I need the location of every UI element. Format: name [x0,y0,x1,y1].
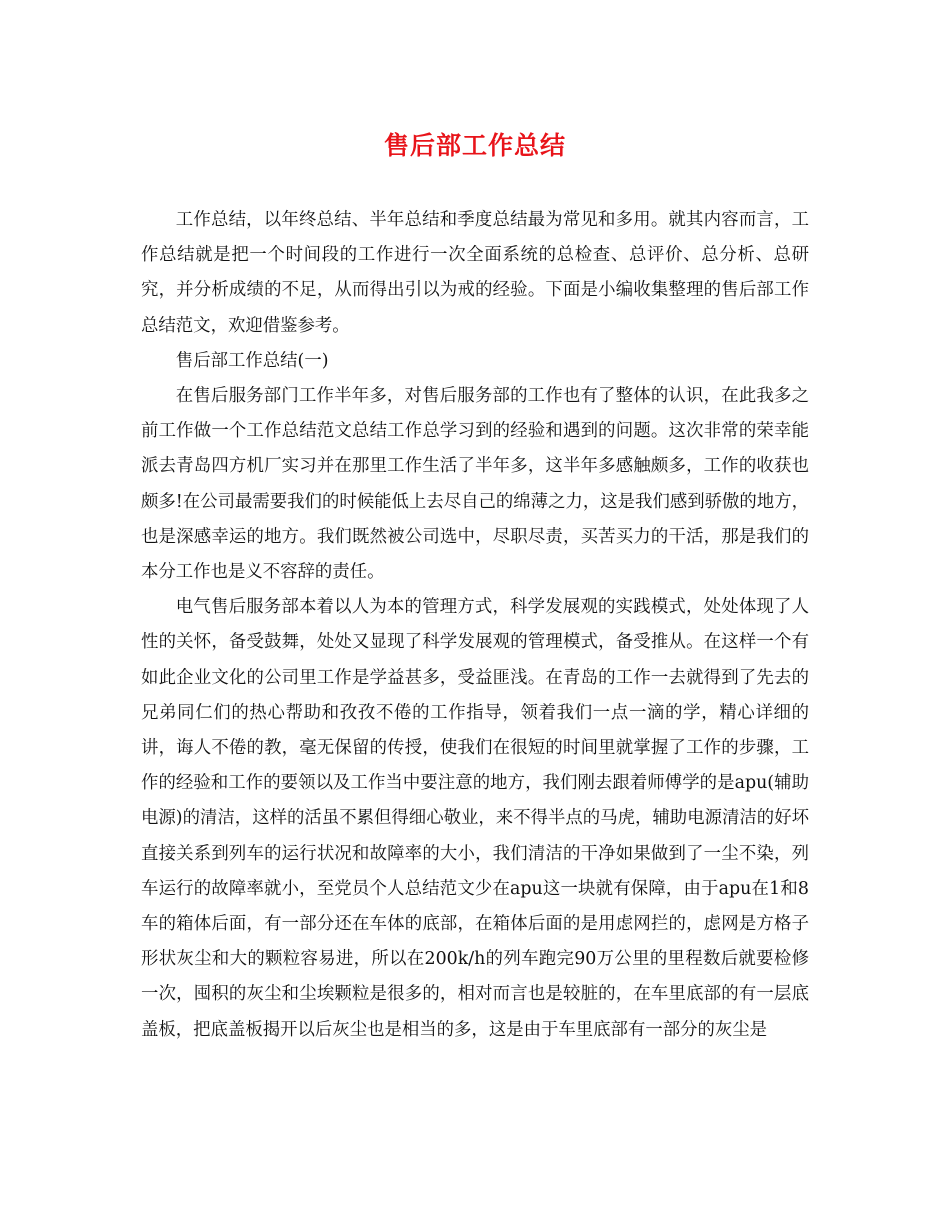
paragraph-intro: 工作总结，以年终总结、半年总结和季度总结最为常见和多用。就其内容而言，工作总结就是把一个时间段的工作进行一次全面系统的总检查、总评价、总分析、总研究，并分析成绩的不足，从而得出引以为戒的经验。下面是小编收集整理的售后部工作总结范文，欢迎借鉴参考。 [141,210,809,336]
paragraph-work-details: 电气售后服务部本着以人为本的管理方式，科学发展观的实践模式，处处体现了人性的关怀，备受鼓舞，处处又显现了科学发展观的管理模式，备受推从。在这样一个有如此企业文化的公司里工作是学益甚多，受益匪浅。在青岛的工作一去就得到了先去的兄弟同仁们的热心帮助和孜孜不倦的工作指导，领着我们一点一滴的学，精心详细的讲，诲人不倦的教，毫无保留的传授，使我们在很短的时间里就掌握了工作的步骤，工作的经验和工作的要领以及工作当中要注意的地方，我们刚去跟着师傅学的是apu(辅助电源)的清洁，这样的活虽不累但得细心敬业，来不得半点的马虎，辅助电源清洁的好坏直接关系到列车的运行状况和故障率的大小，我们清洁的干净如果做到了一尘不染，列车运行的故障率就小，至党员个人总结范文少在apu这一块就有保障，由于apu在1和8车的箱体后面，有一部分还在车体的底部，在箱体后面的是用虑网拦的，虑网是方格子形状灰尘和大的颗粒容易进，所以在200k/h的列车跑完90万公里的里程数后就要检修一次，囤积的灰尘和尘埃颗粒是很多的，相对而言也是较脏的，在车里底部的有一层底盖板，把底盖板揭开以后灰尘也是相当的多，这是由于车里底部有一部分的灰尘是 [141,597,809,1040]
document-body [141,203,809,1048]
document-title: 售后部工作总结 [383,131,566,160]
section-heading: 售后部工作总结(一) [175,350,329,371]
paragraph-experience: 在售后服务部门工作半年多，对售后服务部的工作也有了整体的认识，在此我多之前工作做一个工作总结范文总结工作总学习到的经验和遇到的问题。这次非常的荣幸能派去青岛四方机厂实习并在那里工作生活了半年多，这半年多感触颇多，工作的收获也颇多!在公司最需要我们的时候能低上去尽自己的绵薄之力，这是我们感到骄傲的地方，也是深感幸运的地方。我们既然被公司选中，尽职尽责，买苦买力的干活，那是我们的本分工作也是义不容辞的责任。 [141,386,809,583]
